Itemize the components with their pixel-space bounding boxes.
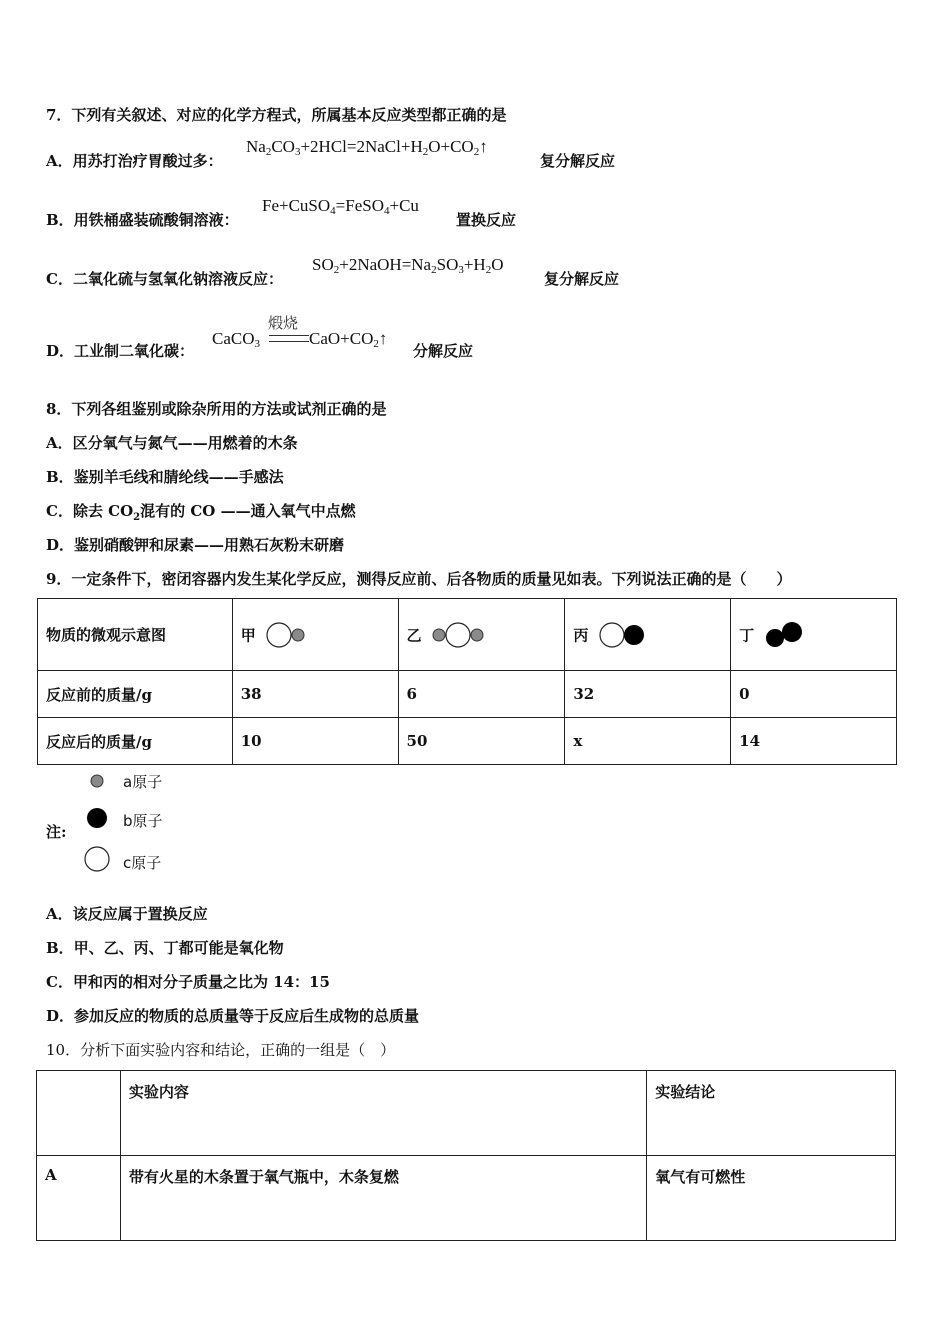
q8-option-b: B．鉴别羊毛线和腈纶线——手感法 — [46, 468, 284, 486]
q7-option-d-type: 分解反应 — [413, 342, 474, 360]
before-jia: 38 — [232, 671, 398, 718]
a-atom-icon — [88, 772, 106, 790]
q8-option-d: D．鉴别硝酸钾和尿素——用熟石灰粉末研磨 — [46, 536, 345, 554]
q7-option-c-equation: $SO_2+2NaOH=Na_2SO_3+H_2O$ — [312, 255, 504, 276]
q7-option-d-label: D．工业制二氧化碳： — [46, 342, 195, 360]
q9-option-b: B．甲、乙、丙、丁都可能是氧化物 — [46, 939, 284, 957]
q10-stem: 10．分析下面实验内容和结论，正确的一组是（ ） — [46, 1041, 396, 1059]
table-row — [37, 1071, 896, 1156]
q9-option-a: A．该反应属于置换反应 — [46, 905, 208, 923]
q7-option-a-type: 复分解反应 — [540, 152, 616, 170]
q7-option-c-type: 复分解反应 — [544, 270, 620, 288]
legend-c-atom: c原子 — [123, 854, 162, 872]
substance-jia: 甲 — [232, 599, 398, 671]
q9-stem: 9．一定条件下，密闭容器内发生某化学反应，测得反应前、后各物质的质量见如表。下列说法正确的是（ ） — [46, 570, 792, 588]
b-atom-icon — [85, 806, 109, 830]
jia-molecule-icon — [265, 621, 309, 649]
q7-option-b-label: B．用铁桶盛装硫酸铜溶液： — [46, 211, 239, 229]
q8-option-c: C．除去 $CO_2$混有的 CO ——通入氧气中点燃 — [46, 502, 356, 523]
q10-row-a-content: 带有火星的木条置于氧气瓶中，木条复燃 — [120, 1156, 646, 1241]
q7-option-c-label: C．二氧化硫与氢氧化钠溶液反应： — [46, 270, 283, 288]
q9-data-table — [37, 598, 897, 765]
bing-molecule-icon — [598, 621, 650, 649]
legend-b-atom: b原子 — [123, 812, 163, 830]
table-row — [38, 599, 897, 671]
after-ding: 14 — [731, 718, 897, 765]
before-bing: 32 — [565, 671, 731, 718]
row-header-micro: 物质的微观示意图 — [38, 599, 233, 671]
q7-option-b-type: 置换反应 — [456, 211, 517, 229]
note-label: 注: — [46, 823, 67, 841]
q8-option-a: A．区分氧气与氮气——用燃着的木条 — [46, 434, 298, 452]
legend-a-atom: a原子 — [123, 773, 163, 791]
q7-option-d-condition: 煅烧 — [268, 314, 299, 332]
c-atom-icon — [83, 845, 111, 873]
after-jia: 10 — [232, 718, 398, 765]
q10-header-content: 实验内容 — [120, 1071, 646, 1156]
table-row — [38, 718, 897, 765]
q7-option-d-reactant: CaCO$_3$ — [212, 329, 260, 350]
substance-bing: 丙 — [565, 599, 731, 671]
before-ding: 0 — [731, 671, 897, 718]
q8-stem: 8．下列各组鉴别或除杂所用的方法或试剂正确的是 — [46, 400, 387, 418]
q9-option-c: C．甲和丙的相对分子质量之比为 14：15 — [46, 973, 330, 991]
q7-stem: 7．下列有关叙述、对应的化学方程式，所属基本反应类型都正确的是 — [46, 106, 507, 124]
q10-header-empty — [37, 1071, 121, 1156]
table-row — [37, 1156, 896, 1241]
q10-row-a-label: A — [37, 1156, 121, 1241]
q7-option-a-equation: $Na_2CO_3+2HCl=2NaCl+H_2O+CO_2↑$ — [246, 137, 488, 158]
q9-option-d: D．参加反应的物质的总质量等于反应后生成物的总质量 — [46, 1007, 420, 1025]
before-yi: 6 — [398, 671, 565, 718]
q10-experiment-table — [36, 1070, 896, 1241]
substance-ding: 丁 — [731, 599, 897, 671]
row-header-after: 反应后的质量/g — [38, 718, 233, 765]
after-bing: x — [565, 718, 731, 765]
q7-option-d-product: $CaO+CO_2↑$ — [309, 329, 388, 350]
yi-molecule-icon — [431, 621, 487, 649]
ding-molecule-icon — [763, 620, 807, 650]
q10-row-a-conclusion: 氧气有可燃性 — [647, 1156, 896, 1241]
row-header-before: 反应前的质量/g — [38, 671, 233, 718]
after-yi: 50 — [398, 718, 565, 765]
q10-header-conclusion: 实验结论 — [647, 1071, 896, 1156]
q7-option-d-reaction-arrow — [269, 335, 309, 342]
q7-option-a-label: A．用苏打治疗胃酸过多： — [46, 152, 223, 170]
q7-option-b-equation: Fe+CuSO$_4$=FeSO$_4$+Cu — [262, 196, 419, 217]
table-row — [38, 671, 897, 718]
substance-yi: 乙 — [398, 599, 565, 671]
